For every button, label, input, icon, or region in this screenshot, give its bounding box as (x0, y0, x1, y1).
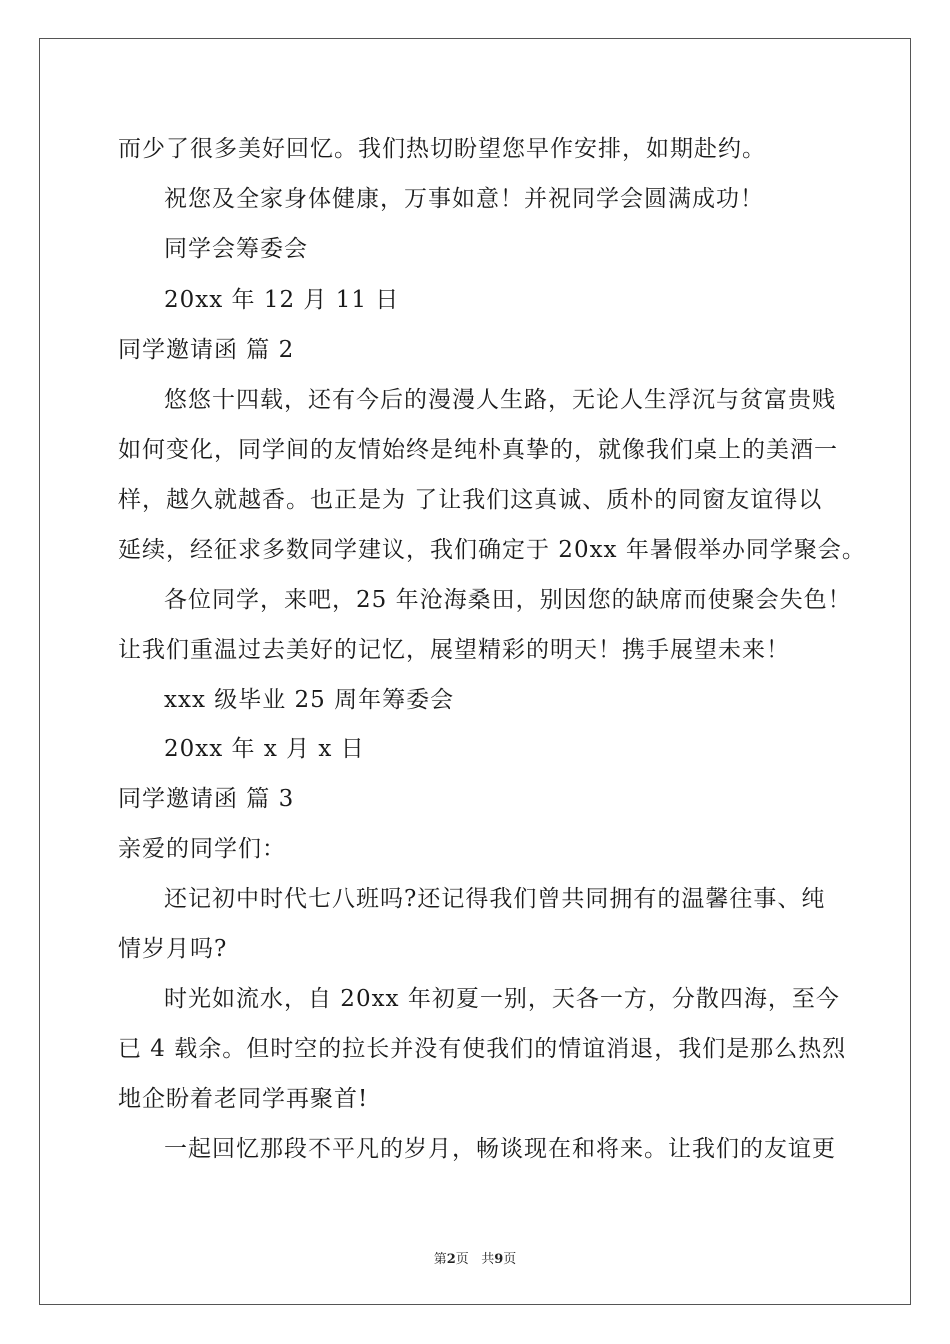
text-line: 情岁月吗? (118, 936, 228, 962)
text-line: 祝您及全家身体健康，万事如意！并祝同学会圆满成功！ (164, 186, 764, 212)
page-footer (0, 1248, 950, 1267)
text-line: 时光如流水，自 20xx 年初夏一别，天各一方，分散四海，至今 (164, 986, 840, 1012)
text-line: xxx 级毕业 25 周年筹委会 (164, 687, 455, 713)
text-line: 20xx 年 12 月 11 日 (164, 287, 400, 313)
section-heading: 同学邀请函 篇 3 (118, 786, 295, 812)
text-line: 各位同学，来吧，25 年沧海桑田，别因您的缺席而使聚会失色！ (164, 587, 852, 613)
text-line: 一起回忆那段不平凡的岁月，畅谈现在和将来。让我们的友谊更 (164, 1136, 836, 1162)
page-suffix: 页 (455, 1252, 469, 1267)
text-line: 让我们重温过去美好的记忆，展望精彩的明天！携手展望未来！ (118, 637, 790, 663)
text-line: 地企盼着老同学再聚首! (118, 1086, 369, 1112)
page-border (39, 38, 911, 1305)
page-prefix: 第 (433, 1252, 447, 1267)
text-line: 已 4 载余。但时空的拉长并没有使我们的情谊消退，我们是那么热烈 (118, 1036, 847, 1062)
text-line: 延续，经征求多数同学建议，我们确定于 20xx 年暑假举办同学聚会。 (118, 537, 866, 563)
page-number: 2 (446, 1252, 456, 1267)
total-pages: 9 (494, 1252, 504, 1267)
total-prefix: 共 (481, 1252, 495, 1267)
text-line: 悠悠十四载，还有今后的漫漫人生路，无论人生浮沉与贫富贵贱 (164, 387, 836, 413)
text-line: 同学会筹委会 (164, 236, 308, 262)
total-suffix: 页 (503, 1252, 517, 1267)
text-line: 亲爱的同学们： (118, 836, 286, 862)
text-line: 20xx 年 x 月 x 日 (164, 736, 365, 762)
text-line: 如何变化，同学间的友情始终是纯朴真挚的，就像我们桌上的美酒一 (118, 437, 838, 463)
text-line: 样，越久就越香。也正是为 了让我们这真诚、质朴的同窗友谊得以 (118, 487, 823, 513)
text-line: 还记初中时代七八班吗?还记得我们曾共同拥有的温馨往事、纯 (164, 886, 826, 912)
section-heading: 同学邀请函 篇 2 (118, 337, 295, 363)
text-line: 而少了很多美好回忆。我们热切盼望您早作安排，如期赴约。 (118, 136, 766, 162)
